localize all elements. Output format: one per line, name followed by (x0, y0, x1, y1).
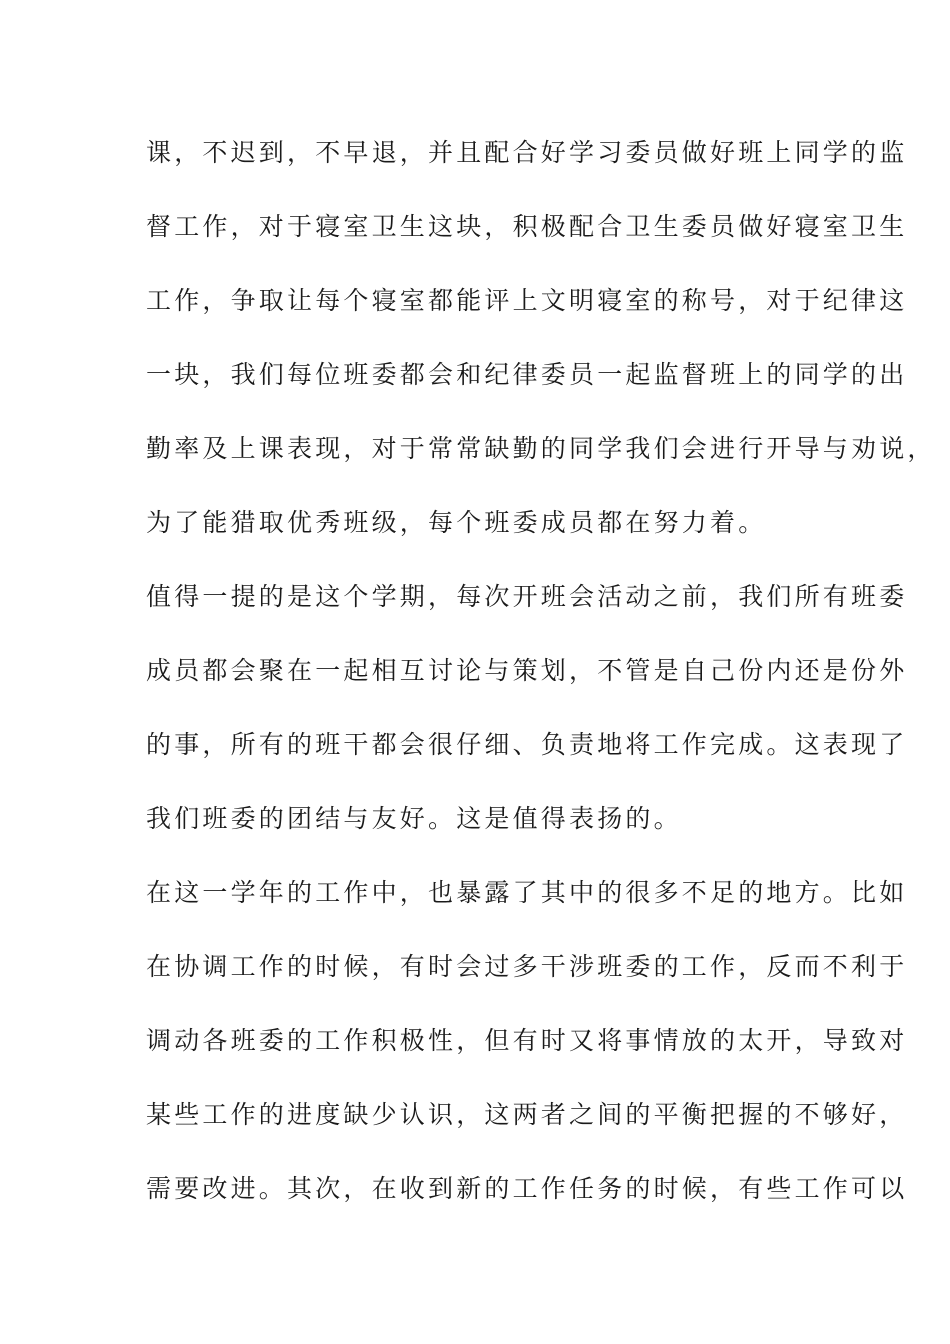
text-line: 的事，所有的班干都会很仔细、负责地将工作完成。这表现了 (146, 730, 908, 759)
text-line: 为了能猎取优秀班级，每个班委成员都在努力着。 (146, 508, 767, 537)
text-line: 调动各班委的工作积极性，但有时又将事情放的太开，导致对 (146, 1026, 908, 1055)
text-line: 需要改进。其次，在收到新的工作任务的时候，有些工作可以 (146, 1174, 908, 1203)
text-line: 我们班委的团结与友好。这是值得表扬的。 (146, 804, 682, 833)
text-line: 值得一提的是这个学期，每次开班会活动之前，我们所有班委 (146, 582, 908, 611)
text-line: 课，不迟到，不早退，并且配合好学习委员做好班上同学的监 (146, 138, 908, 167)
text-line: 某些工作的进度缺少认识，这两者之间的平衡把握的不够好， (146, 1100, 908, 1129)
text-line: 一块，我们每位班委都会和纪律委员一起监督班上的同学的出 (146, 360, 908, 389)
text-line: 督工作，对于寝室卫生这块，积极配合卫生委员做好寝室卫生 (146, 212, 908, 241)
text-line: 成员都会聚在一起相互讨论与策划，不管是自己份内还是份外 (146, 656, 908, 685)
text-line: 在协调工作的时候，有时会过多干涉班委的工作，反而不利于 (146, 952, 908, 981)
text-line: 工作，争取让每个寝室都能评上文明寝室的称号，对于纪律这 (146, 286, 908, 315)
text-line: 勤率及上课表现，对于常常缺勤的同学我们会进行开导与劝说， (146, 434, 936, 463)
text-line: 在这一学年的工作中，也暴露了其中的很多不足的地方。比如 (146, 878, 908, 907)
